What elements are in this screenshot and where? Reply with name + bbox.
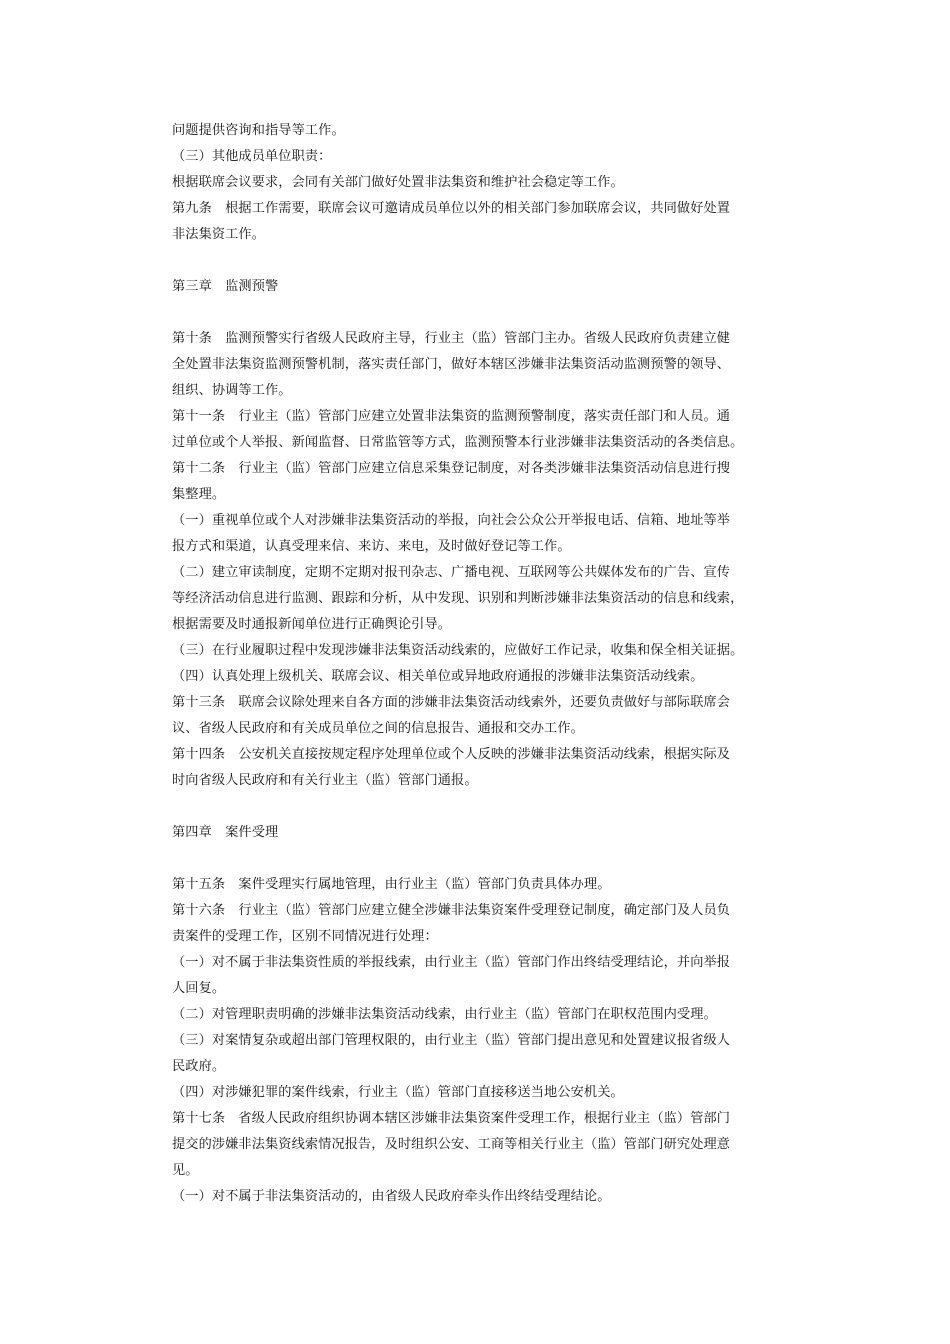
document-body bbox=[172, 118, 784, 1210]
text-line: 时向省级人民政府和有关行业主（监）管部门通报。 bbox=[172, 773, 478, 788]
text-line: 第十二条 行业主（监）管部门应建立信息采集登记制度，对各类涉嫌非法集资活动信息进行搜 bbox=[172, 461, 731, 476]
text-line: 非法集资工作。 bbox=[172, 227, 266, 242]
text-line: 根据需要及时通报新闻单位进行正确舆论引导。 bbox=[172, 617, 452, 632]
text-line: （四）认真处理上级机关、联席会议、相关单位或异地政府通报的涉嫌非法集资活动线索。 bbox=[172, 669, 704, 684]
text-line: 组织、协调等工作。 bbox=[172, 383, 292, 398]
blank-line bbox=[172, 794, 784, 820]
text-line: （三）其他成员单位职责： bbox=[172, 149, 332, 164]
text-line: 问题提供咨询和指导等工作。 bbox=[172, 123, 345, 138]
blank-line bbox=[172, 300, 784, 326]
text-line: （一）对不属于非法集资性质的举报线索，由行业主（监）管部门作出终结受理结论，并向举报 bbox=[172, 955, 731, 970]
text-line: 第十六条 行业主（监）管部门应建立健全涉嫌非法集资案件受理登记制度，确定部门及人员负 bbox=[172, 903, 731, 918]
text-line: 第十五条 案件受理实行属地管理，由行业主（监）管部门负责具体办理。 bbox=[172, 877, 611, 892]
text-line: 集整理。 bbox=[172, 487, 226, 502]
text-line: （二）建立审读制度，定期不定期对报刊杂志、广播电视、互联网等公共媒体发布的广告、宣传 bbox=[172, 565, 731, 580]
text-line: 人回复。 bbox=[172, 981, 226, 996]
text-line: 议、省级人民政府和有关成员单位之间的信息报告、通报和交办工作。 bbox=[172, 721, 584, 736]
text-line: 见。 bbox=[172, 1163, 199, 1178]
text-line: 报方式和渠道，认真受理来信、来访、来电，及时做好登记等工作。 bbox=[172, 539, 571, 554]
text-line: （一）对不属于非法集资活动的，由省级人民政府牵头作出终结受理结论。 bbox=[172, 1189, 611, 1204]
text-line: 根据联席会议要求，会同有关部门做好处置非法集资和维护社会稳定等工作。 bbox=[172, 175, 624, 190]
text-line: （三）在行业履职过程中发现涉嫌非法集资活动线索的，应做好工作记录，收集和保全相关证据。 bbox=[172, 643, 744, 658]
text-line: （四）对涉嫌犯罪的案件线索，行业主（监）管部门直接移送当地公安机关。 bbox=[172, 1085, 624, 1100]
text-line: 民政府。 bbox=[172, 1059, 226, 1074]
text-line: 第十七条 省级人民政府组织协调本辖区涉嫌非法集资案件受理工作，根据行业主（监）管部门 bbox=[172, 1111, 731, 1126]
text-line: 第十三条 联席会议除处理来自各方面的涉嫌非法集资活动线索外，还要负责做好与部际联席会 bbox=[172, 695, 731, 710]
text-line: 第九条 根据工作需要，联席会议可邀请成员单位以外的相关部门参加联席会议，共同做好处置 bbox=[172, 201, 731, 216]
chapter-heading: 第四章 案件受理 bbox=[172, 825, 279, 840]
text-line: 第十四条 公安机关直接按规定程序处理单位或个人反映的涉嫌非法集资活动线索，根据实际及 bbox=[172, 747, 731, 762]
blank-line bbox=[172, 248, 784, 274]
text-line: 提交的涉嫌非法集资线索情况报告，及时组织公安、工商等相关行业主（监）管部门研究处理意 bbox=[172, 1137, 731, 1152]
text-line: （二）对管理职责明确的涉嫌非法集资活动线索，由行业主（监）管部门在职权范围内受理。 bbox=[172, 1007, 717, 1022]
text-line: 过单位或个人举报、新闻监督、日常监管等方式，监测预警本行业涉嫌非法集资活动的各类信息。 bbox=[172, 435, 744, 450]
text-line: 全处置非法集资监测预警机制，落实责任部门，做好本辖区涉嫌非法集资活动监测预警的领导、 bbox=[172, 357, 731, 372]
text-line: （三）对案情复杂或超出部门管理权限的，由行业主（监）管部门提出意见和处置建议报省级人 bbox=[172, 1033, 731, 1048]
text-line: 第十一条 行业主（监）管部门应建立处置非法集资的监测预警制度，落实责任部门和人员。通 bbox=[172, 409, 731, 424]
blank-line bbox=[172, 846, 784, 872]
text-line: 等经济活动信息进行监测、跟踪和分析，从中发现、识别和判断涉嫌非法集资活动的信息和线索， bbox=[172, 591, 744, 606]
text-line: 责案件的受理工作，区别不同情况进行处理： bbox=[172, 929, 438, 944]
text-line: （一）重视单位或个人对涉嫌非法集资活动的举报，向社会公众公开举报电话、信箱、地址等举 bbox=[172, 513, 731, 528]
text-line: 第十条 监测预警实行省级人民政府主导，行业主（监）管部门主办。省级人民政府负责建立健 bbox=[172, 331, 731, 346]
chapter-heading: 第三章 监测预警 bbox=[172, 279, 279, 294]
